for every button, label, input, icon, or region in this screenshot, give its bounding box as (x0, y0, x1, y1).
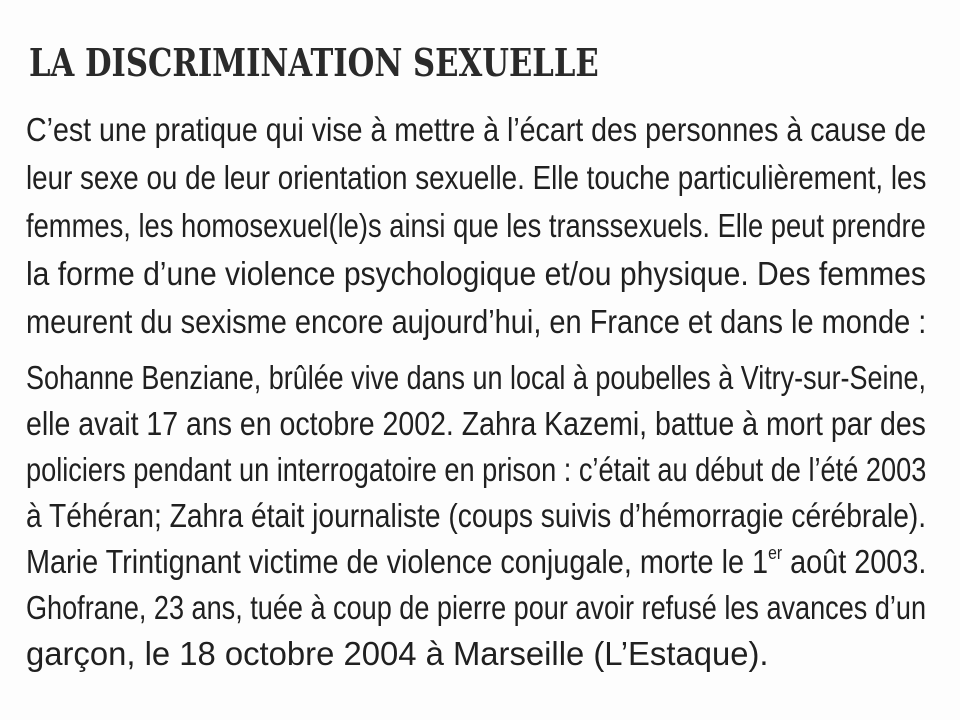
paragraph-line (26, 539, 927, 585)
line-text: Marie Trintignant victime de violence conjugale, morte le 1 (26, 543, 769, 580)
paragraph-line: leur sexe ou de leur orientation sexuelle. Elle touche particulièrement, les (26, 159, 927, 196)
paragraph-line: femmes, les homosexuel(le)s ainsi que les transsexuels. Elle peut prendre (26, 207, 926, 244)
paragraph-line: Sohanne Benziane, brûlée vive dans un local à poubelles à Vitry-sur-Seine, (26, 359, 926, 396)
victims-paragraph (26, 355, 931, 677)
paragraph-line: policiers pendant un interrogatoire en prison : c’était au début de l’été 2003 (26, 451, 927, 488)
paragraph-line: meurent du sexisme encore aujourd’hui, en France et dans le monde : (26, 303, 927, 340)
paragraph-line: elle avait 17 ans en octobre 2002. Zahra Kazemi, battue à mort par des (26, 405, 926, 442)
paragraph-line: garçon, le 18 octobre 2004 à Marseille (L’Estaque). (26, 635, 769, 672)
paragraph-line: Ghofrane, 23 ans, tuée à coup de pierre pour avoir refusé les avances d’un (26, 589, 927, 626)
intro-paragraph (26, 106, 931, 346)
paragraph-line: la forme d’une violence psychologique et/ou physique. Des femmes (26, 255, 926, 292)
paragraph-line: à Téhéran; Zahra était journaliste (coups suivis d’hémorragie cérébrale). (26, 497, 927, 534)
line-text: août 2003. (782, 543, 927, 580)
ordinal-superscript: er (768, 543, 783, 563)
paragraph-line: C’est une pratique qui vise à mettre à l’écart des personnes à cause de (26, 111, 927, 148)
document-title: LA DISCRIMINATION SEXUELLE (29, 40, 599, 85)
